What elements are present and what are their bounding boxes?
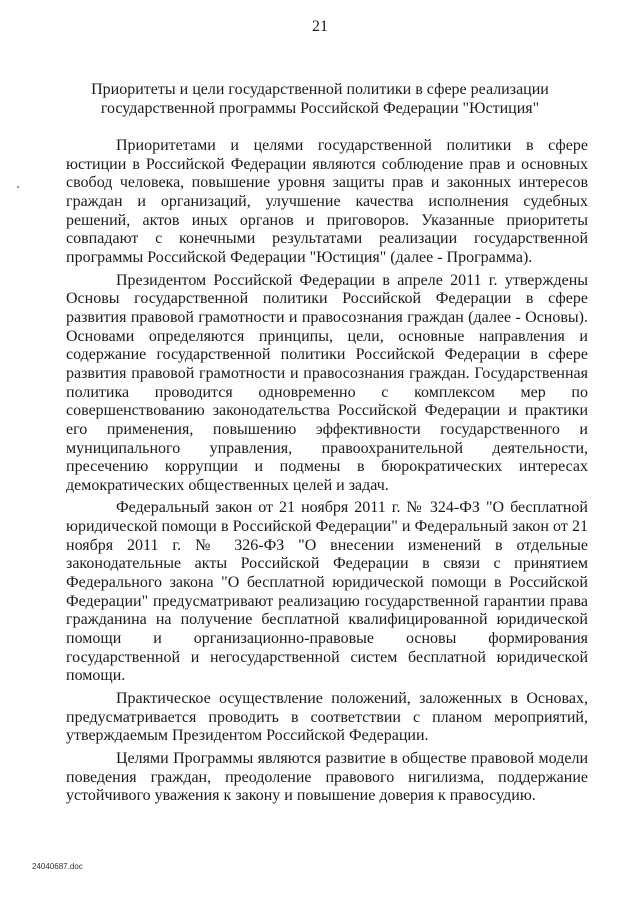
paragraph: Федеральный закон от 21 ноября 2011 г. № 324-ФЗ "О бесплатной юридической помощи в Российской Федерации" и Федеральный закон от 21 ноября 2011 г. № 326-ФЗ "О внесении изменений в отдельные законодательные акты Российской Федерации в связи с принятием Федерального закона "О бесплатной юридической помощи в Российской Федерации" предусматривают реализацию государственной гарантии права гражданина на получение бесплатной квалифицированной юридической помощи и организационно-правовые основы формирования государственной и негосударственной систем бесплатной юридической помощи. — [66, 499, 588, 685]
footer-filename: 24040687.doc — [32, 862, 83, 871]
paragraph: Практическое осуществление положений, заложенных в Основах, предусматривается проводить в соответствии с планом мероприятий, утверждаемым Президентом Российской Федерации. — [66, 690, 588, 745]
page-number: 21 — [312, 18, 328, 35]
margin-mark — [17, 186, 19, 188]
paragraph: Приоритетами и целями государственной политики в сфере юстиции в Российской Федерации являются соблюдение прав и основных свобод человека, повышение уровня защиты прав и законных интересов граждан и организаций, улучшение качества исполнения судебных решений, актов иных органов и приговоров. Указанные приоритеты совпадают с конечными результатами реализации государственной программы Российской Федерации "Юстиция" (далее - Программа). — [66, 137, 588, 266]
section-heading — [40, 80, 600, 118]
paragraph: Президентом Российской Федерации в апреле 2011 г. утверждены Основы государственной политики Российской Федерации в сфере развития правовой грамотности и правосознания граждан (далее - Основы). Основами определяются принципы, цели, основные направления и содержание государственной политики Российской Федерации в сфере развития правовой грамотности и правосознания граждан. Государственная политика проводится одновременно с комплексом мер по совершенствованию законодательства Российской Федерации и практики его применения, повышению эффективности государственного и муниципального управления, правоохранительной деятельности, пресечению коррупции и подмены в бюрократических интересах демократических общественных целей и задач. — [66, 271, 588, 494]
body-text — [66, 137, 588, 810]
heading-line: Приоритеты и цели государственной политики в сфере реализации — [91, 81, 549, 98]
paragraph: Целями Программы являются развитие в обществе правовой модели поведения граждан, преодоление правового нигилизма, поддержание устойчивого уважения к закону и повышение доверия к правосудию. — [66, 750, 588, 805]
heading-line: государственной программы Российской Федерации "Юстиция" — [100, 100, 540, 117]
